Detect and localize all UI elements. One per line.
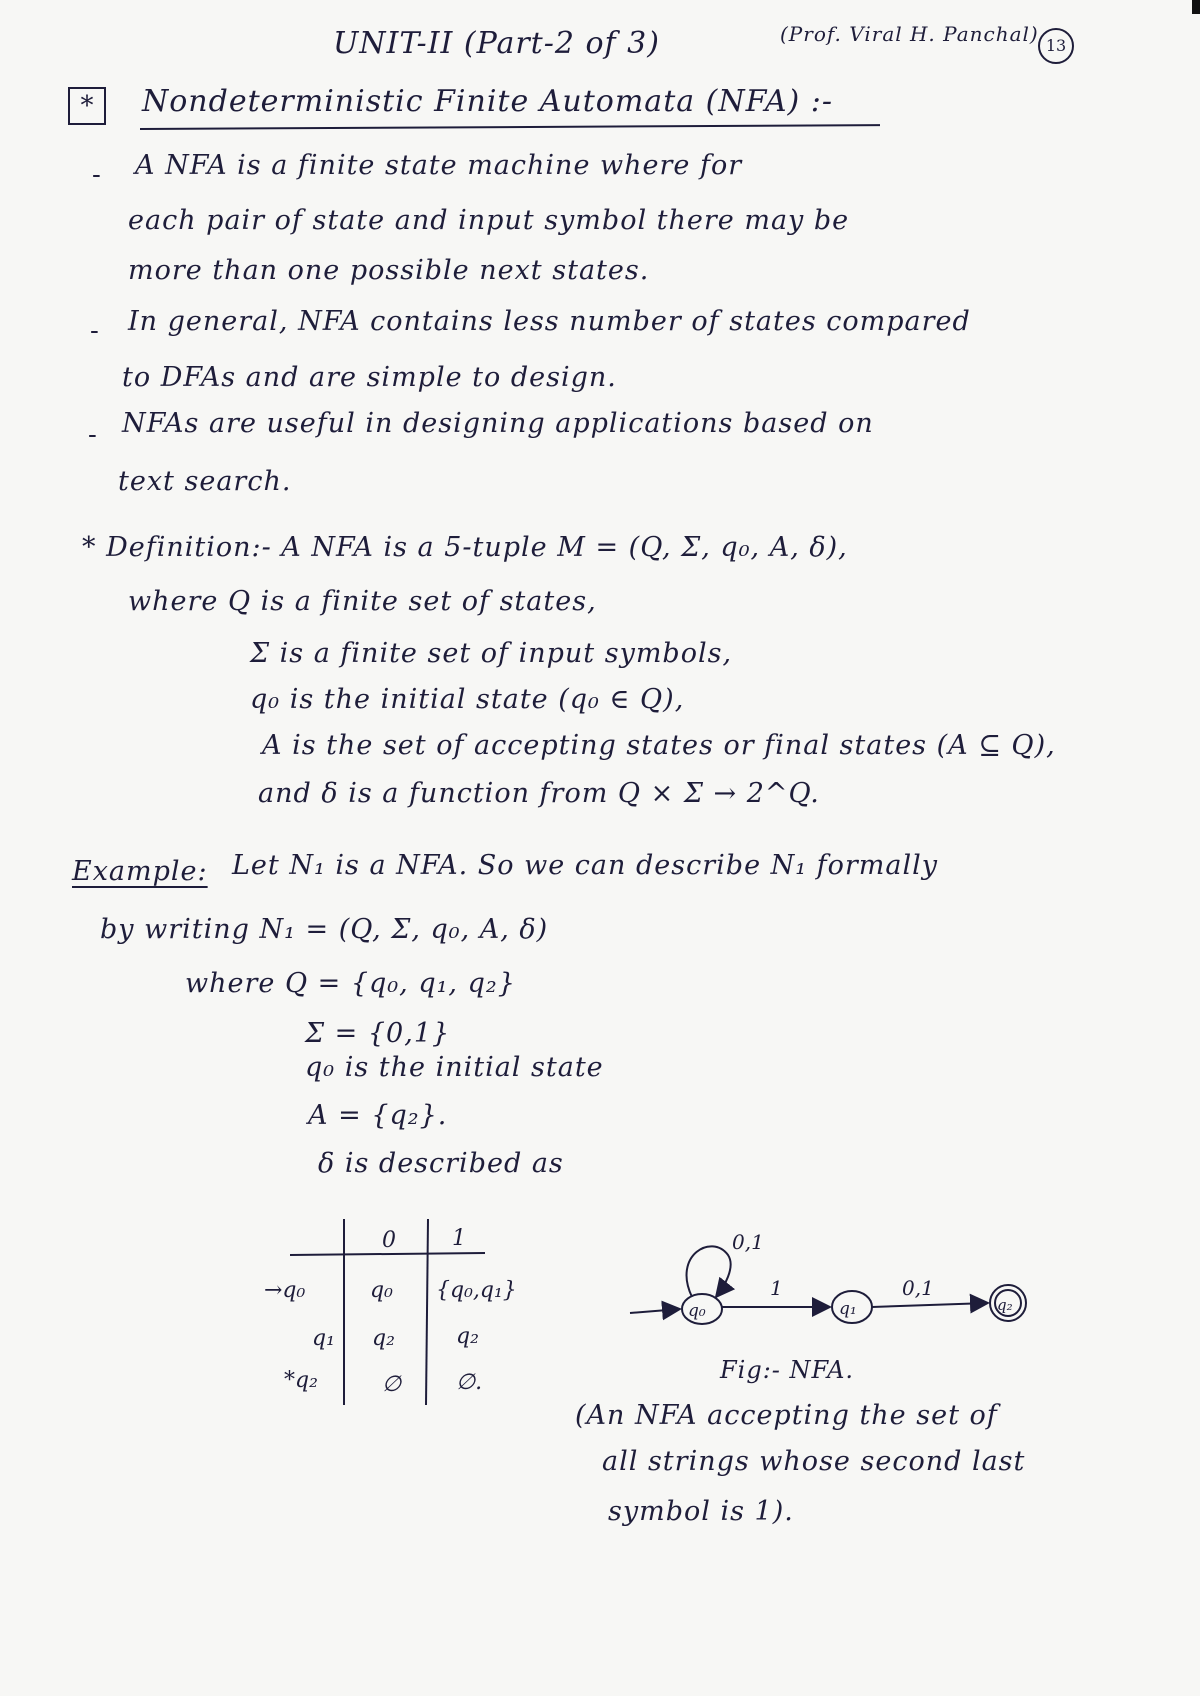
- table-cell: q₂: [372, 1326, 395, 1351]
- table-cell: ∅: [382, 1372, 402, 1397]
- self-loop-arrow: [687, 1246, 731, 1297]
- table-cell: {q₀,q₁}: [436, 1278, 517, 1303]
- self-loop-label: 0,1: [732, 1230, 764, 1254]
- unit-heading: UNIT-II (Part-2 of 3): [333, 26, 660, 61]
- author-credit: (Prof. Viral H. Panchal): [780, 22, 1039, 46]
- table-row-state: →q₀: [264, 1278, 306, 1303]
- table-row-state: q₁: [312, 1326, 335, 1351]
- definition-line-2: where Q is a finite set of states,: [128, 586, 597, 617]
- state-q2-label: q₂: [997, 1296, 1013, 1314]
- example-line-6: A = {q₂}.: [308, 1100, 448, 1131]
- boxed-star-icon: *: [68, 87, 106, 125]
- bullet-1-line-2: each pair of state and input symbol there may be: [128, 205, 850, 236]
- nfa-diagram: [620, 1215, 1140, 1355]
- bullet-1-line-1: A NFA is a finite state machine where for: [135, 150, 743, 181]
- caption-note-line-2: all strings whose second last: [602, 1446, 1026, 1477]
- table-cell: ∅.: [456, 1370, 483, 1395]
- table-divider: [290, 1253, 485, 1255]
- example-line-7: δ is described as: [318, 1148, 564, 1179]
- bullet-dash: -: [88, 420, 97, 450]
- example-line-4: Σ = {0,1}: [305, 1018, 451, 1049]
- state-q0-label: q₀: [688, 1301, 706, 1321]
- bullet-1-line-3: more than one possible next states.: [128, 255, 650, 286]
- caption-note-line-1: (An NFA accepting the set of: [575, 1400, 998, 1431]
- example-line-5: q₀ is the initial state: [305, 1052, 604, 1083]
- transition-arrow: [872, 1303, 988, 1307]
- bullet-dash: -: [90, 316, 99, 346]
- bullet-3-line-1: NFAs are useful in designing applications based on: [122, 408, 874, 439]
- page-number-badge: 13: [1038, 28, 1074, 64]
- bullet-3-line-2: text search.: [118, 466, 292, 497]
- definition-line-5: A is the set of accepting states or final states (A ⊆ Q),: [262, 730, 1056, 761]
- table-header-0: 0: [382, 1228, 396, 1253]
- bullet-2-line-2: to DFAs and are simple to design.: [122, 362, 617, 393]
- figure-caption: Fig:- NFA.: [720, 1356, 855, 1384]
- caption-note-line-3: symbol is 1).: [608, 1496, 794, 1527]
- transition-table: [260, 1215, 520, 1415]
- table-divider: [426, 1219, 428, 1405]
- section-title: Nondeterministic Finite Automata (NFA) :-: [142, 84, 833, 119]
- example-line-3: where Q = {q₀, q₁, q₂}: [185, 968, 516, 999]
- state-q1-label: q₁: [839, 1299, 857, 1319]
- start-arrow: [630, 1309, 680, 1313]
- table-row-state: *q₂: [284, 1368, 318, 1393]
- bullet-dash: -: [92, 160, 101, 190]
- example-label: Example:: [72, 856, 208, 887]
- definition-line-3: Σ is a finite set of input symbols,: [250, 638, 733, 669]
- table-cell: q₀: [370, 1278, 393, 1303]
- definition-line-6: and δ is a function from Q × Σ → 2^Q.: [258, 778, 820, 809]
- table-cell: q₂: [456, 1324, 479, 1349]
- definition-line-1: * Definition:- A NFA is a 5-tuple M = (Q, Σ, q₀, A, δ),: [82, 532, 848, 563]
- table-header-1: 1: [452, 1226, 466, 1251]
- scan-edge-mark: [1192, 0, 1200, 14]
- transition-label: 1: [770, 1276, 783, 1300]
- definition-line-4: q₀ is the initial state (q₀ ∈ Q),: [250, 684, 685, 715]
- example-line-2: by writing N₁ = (Q, Σ, q₀, A, δ): [100, 914, 549, 945]
- title-underline: [140, 124, 880, 130]
- example-line-1: Let N₁ is a NFA. So we can describe N₁ formally: [232, 850, 939, 881]
- transition-label: 0,1: [902, 1276, 934, 1300]
- bullet-2-line-1: In general, NFA contains less number of states compared: [128, 306, 971, 337]
